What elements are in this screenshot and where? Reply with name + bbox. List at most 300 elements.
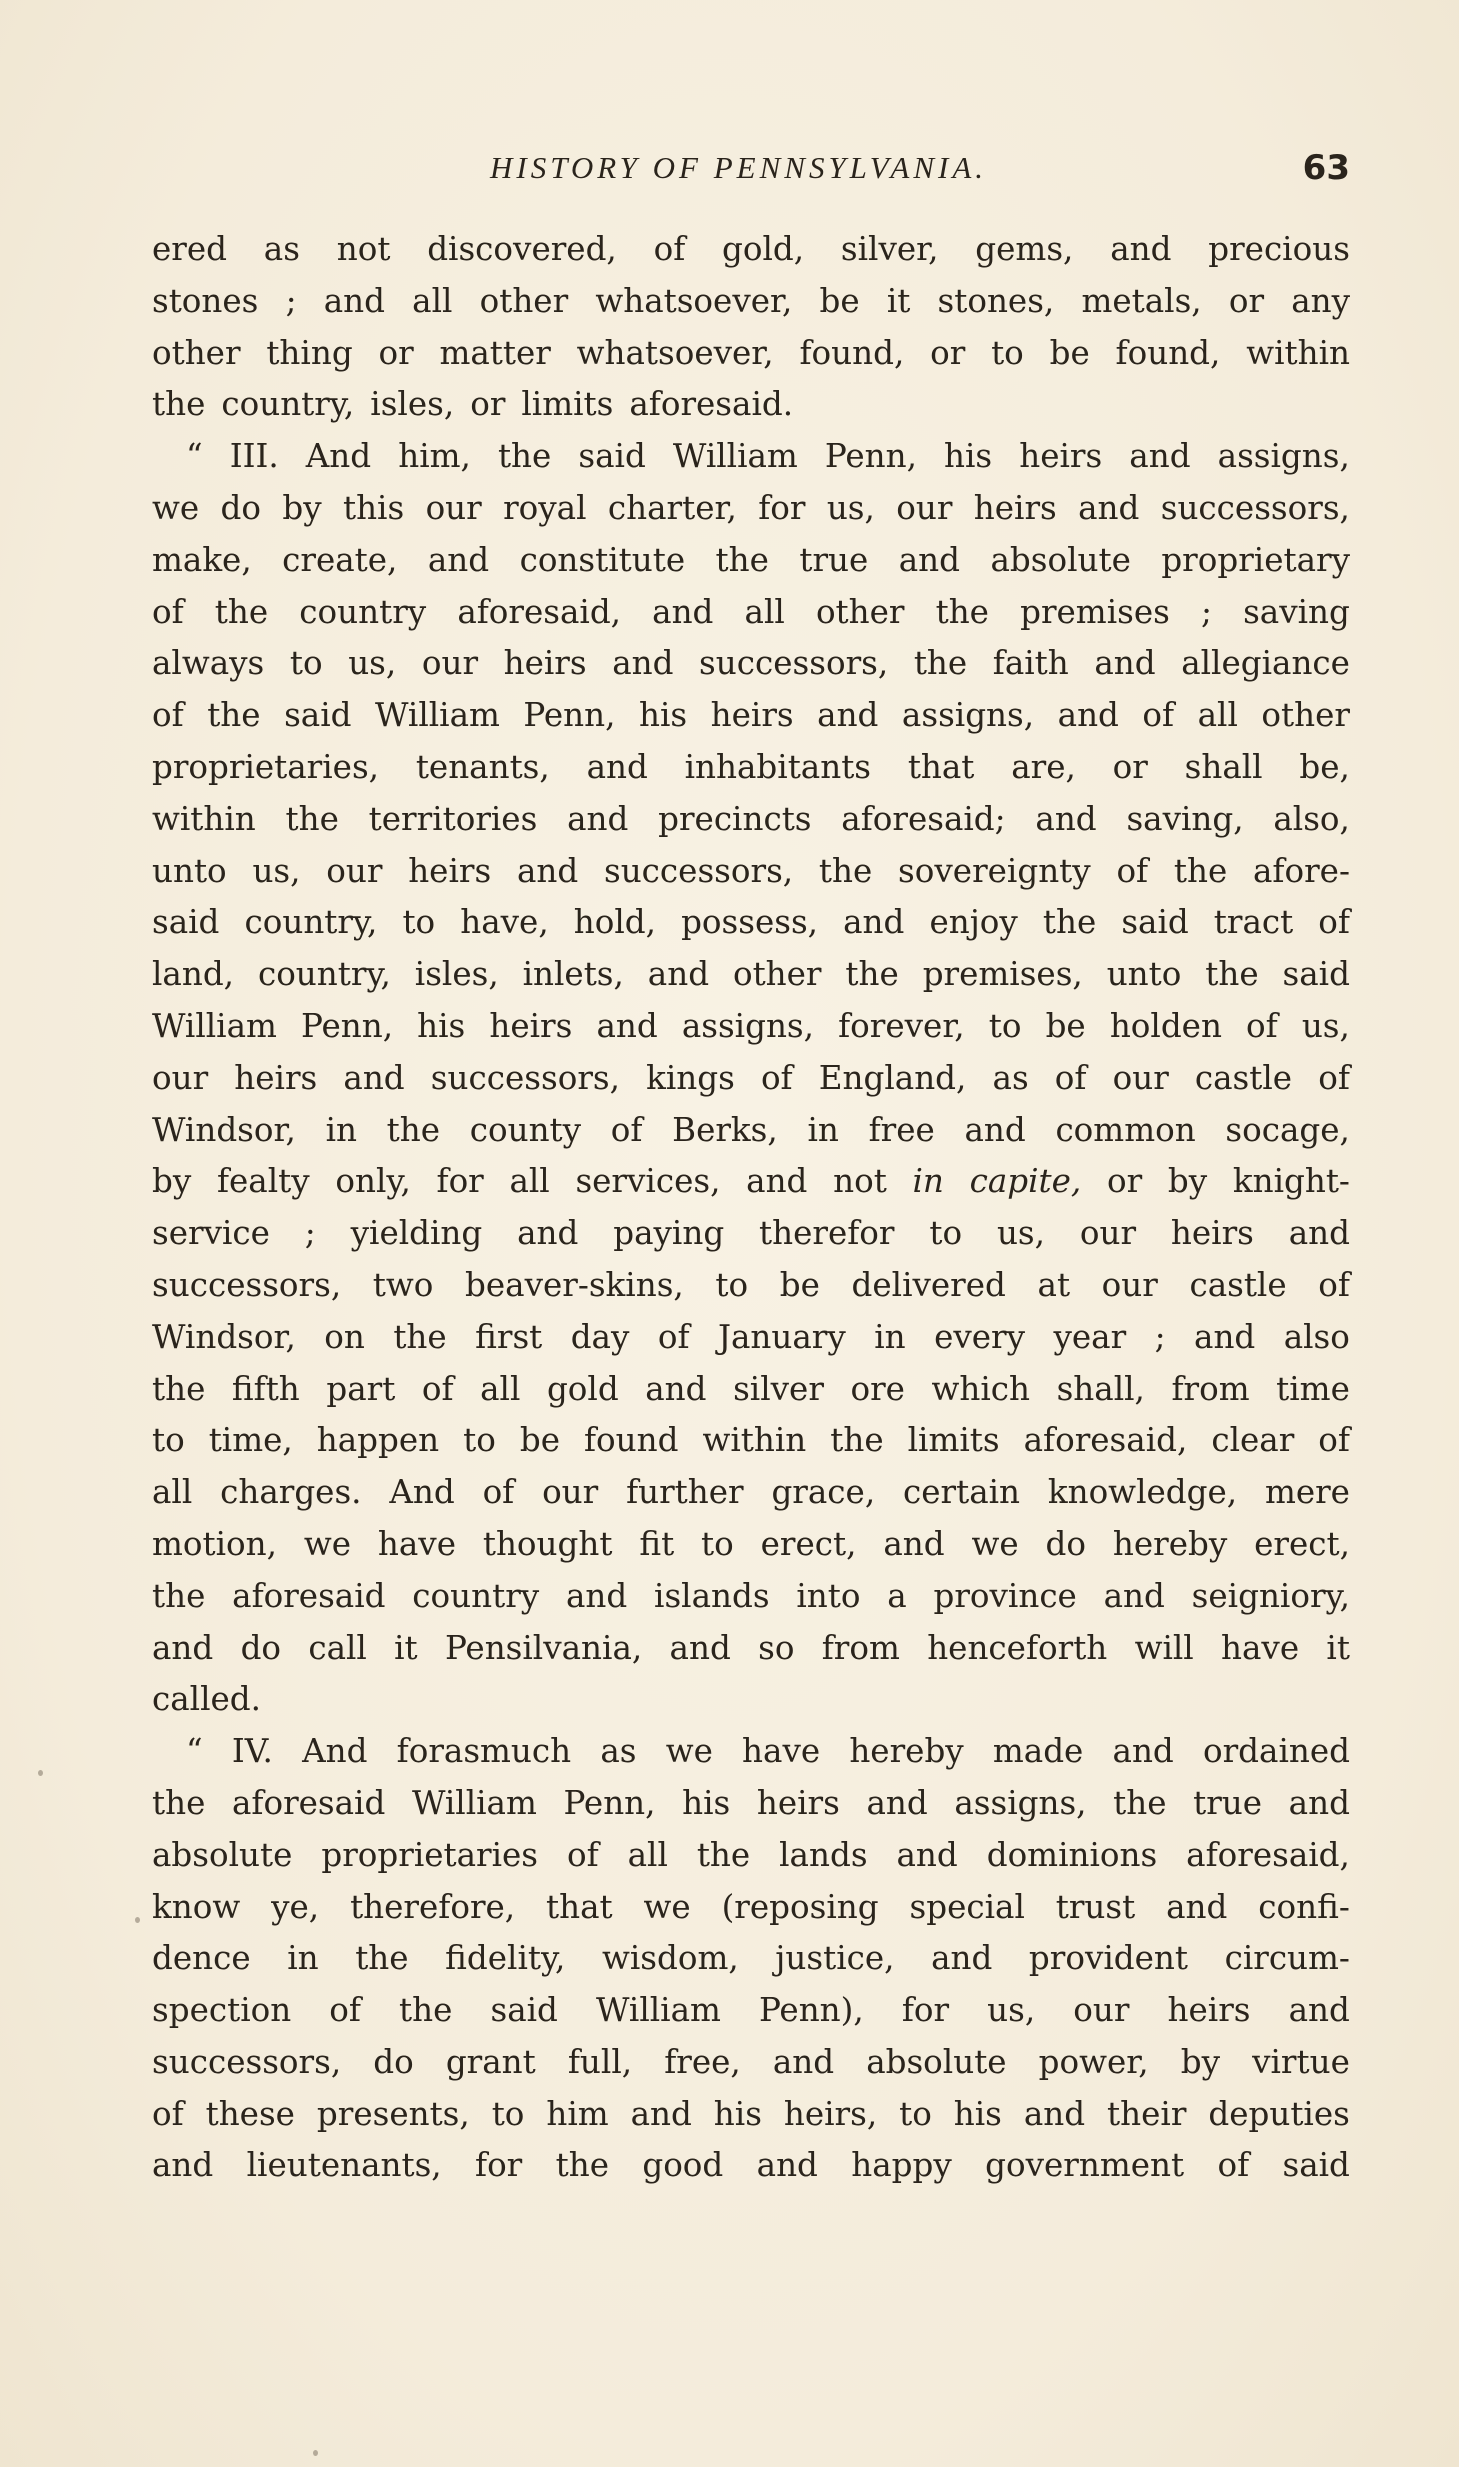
word: do bbox=[220, 488, 261, 527]
text-line bbox=[152, 638, 1350, 690]
text-line bbox=[152, 587, 1350, 639]
word: called. bbox=[152, 1680, 261, 1719]
word: and bbox=[567, 799, 629, 838]
word: or bbox=[930, 333, 966, 372]
word: inlets, bbox=[522, 955, 624, 994]
word: the bbox=[1113, 1783, 1167, 1822]
word: proprietaries bbox=[321, 1835, 539, 1874]
word: saving, bbox=[1126, 799, 1244, 838]
word: of bbox=[421, 1369, 454, 1408]
word: Penn), bbox=[758, 1991, 864, 2030]
word: him, bbox=[398, 437, 471, 476]
word: “ bbox=[186, 437, 203, 476]
word: of bbox=[1142, 696, 1175, 735]
word: discovered, bbox=[427, 230, 617, 268]
word: further bbox=[626, 1473, 744, 1512]
word: of bbox=[482, 1473, 515, 1512]
word: or bbox=[470, 385, 506, 424]
word: be bbox=[519, 1421, 560, 1460]
word: “ bbox=[186, 1732, 203, 1771]
word: the bbox=[152, 1576, 206, 1615]
word: create, bbox=[282, 540, 398, 579]
word: holden bbox=[1109, 1006, 1222, 1045]
word: on bbox=[324, 1317, 365, 1356]
word: gold bbox=[546, 1369, 619, 1408]
word: the bbox=[152, 385, 206, 424]
word: to bbox=[701, 1524, 734, 1563]
word: heirs bbox=[503, 644, 587, 683]
word: precious bbox=[1208, 230, 1350, 268]
text-line bbox=[152, 2140, 1350, 2192]
word: aforesaid bbox=[231, 1783, 386, 1822]
word: Windsor, bbox=[152, 1317, 296, 1356]
word: absolute bbox=[990, 540, 1131, 579]
word: day bbox=[570, 1317, 630, 1356]
word: precincts bbox=[658, 799, 812, 838]
word: absolute bbox=[866, 2042, 1007, 2081]
word: which bbox=[931, 1369, 1031, 1408]
word: socage, bbox=[1225, 1110, 1350, 1149]
word: to bbox=[899, 2094, 932, 2133]
word: any bbox=[1291, 281, 1350, 320]
text-line bbox=[152, 1415, 1350, 1467]
word: ; bbox=[285, 281, 297, 320]
word: and bbox=[817, 696, 879, 735]
word: other bbox=[732, 955, 822, 994]
text-line bbox=[152, 1467, 1350, 1519]
word: silver, bbox=[840, 230, 939, 268]
word: and bbox=[1035, 799, 1097, 838]
word: are, bbox=[1011, 747, 1076, 786]
text-line bbox=[152, 1778, 1350, 1830]
word: William bbox=[152, 1006, 277, 1045]
word: our bbox=[1101, 1265, 1158, 1304]
word: charter, bbox=[607, 488, 737, 527]
word: of bbox=[1318, 1265, 1350, 1304]
word: whatsoever, bbox=[595, 281, 793, 320]
word: and bbox=[645, 1369, 707, 1408]
word: and bbox=[517, 1214, 579, 1253]
word: And bbox=[389, 1473, 455, 1512]
word: aforesaid, bbox=[1023, 1421, 1188, 1460]
text-line bbox=[152, 328, 1350, 380]
word: whatsoever, bbox=[576, 333, 774, 372]
text-line bbox=[152, 1156, 1350, 1208]
word: absolute bbox=[152, 1835, 293, 1874]
word: charges. bbox=[220, 1473, 362, 1512]
word: our bbox=[425, 488, 482, 527]
word: the bbox=[1205, 955, 1259, 994]
word: assigns, bbox=[681, 1006, 815, 1045]
word: us, bbox=[252, 851, 301, 890]
text-line bbox=[152, 1364, 1350, 1416]
word: and bbox=[652, 592, 714, 631]
word: our bbox=[421, 644, 479, 683]
word: of bbox=[329, 1991, 361, 2030]
word: have bbox=[742, 1732, 821, 1771]
word: we bbox=[303, 1524, 352, 1563]
word: heirs bbox=[1167, 1991, 1251, 2030]
word: erect, bbox=[1254, 1524, 1350, 1563]
word: other bbox=[1261, 696, 1350, 735]
word: and bbox=[756, 2146, 818, 2185]
word: ; bbox=[304, 1214, 316, 1253]
word: successors, bbox=[152, 1265, 342, 1304]
word: service bbox=[152, 1214, 270, 1253]
word: the bbox=[152, 1783, 206, 1822]
word: fidelity, bbox=[445, 1939, 566, 1978]
word: as bbox=[263, 230, 300, 268]
word: in bbox=[325, 1110, 357, 1149]
word: said bbox=[284, 696, 352, 735]
word: seigniory, bbox=[1191, 1576, 1350, 1615]
word: said bbox=[1282, 2146, 1350, 2185]
word: other bbox=[152, 333, 241, 372]
word: true bbox=[799, 540, 869, 579]
word: fealty bbox=[216, 1162, 310, 1201]
word: to bbox=[491, 2094, 525, 2133]
word: lands bbox=[779, 1835, 868, 1874]
word: land, bbox=[152, 955, 235, 994]
word: hold, bbox=[573, 903, 656, 942]
word: heirs bbox=[710, 696, 794, 735]
word: ; bbox=[1154, 1317, 1166, 1356]
word: found, bbox=[799, 333, 905, 372]
page-number: 63 bbox=[1302, 148, 1350, 188]
word: mere bbox=[1264, 1473, 1350, 1512]
word: therefor bbox=[759, 1214, 895, 1253]
word: it bbox=[1326, 1628, 1350, 1667]
word: and bbox=[630, 2094, 692, 2133]
word: our bbox=[1079, 1214, 1137, 1253]
word: heirs, bbox=[783, 2094, 878, 2133]
word: first bbox=[475, 1317, 543, 1356]
word: to bbox=[715, 1265, 749, 1304]
word: ore bbox=[850, 1369, 905, 1408]
text-line bbox=[152, 1674, 1350, 1726]
word: a bbox=[887, 1576, 907, 1615]
word: all bbox=[744, 592, 785, 631]
word: and bbox=[1103, 1576, 1165, 1615]
word: trust bbox=[1055, 1887, 1136, 1926]
word: have, bbox=[460, 903, 549, 942]
text-line bbox=[152, 483, 1350, 535]
word: knight- bbox=[1232, 1162, 1350, 1201]
word: within bbox=[152, 799, 256, 838]
word: William bbox=[375, 696, 500, 735]
word: all bbox=[412, 281, 453, 320]
word: yielding bbox=[350, 1214, 483, 1253]
word: presents, bbox=[316, 2094, 470, 2133]
text-line bbox=[152, 1312, 1350, 1364]
word: William bbox=[672, 437, 798, 476]
word: to bbox=[929, 1214, 963, 1253]
word: to bbox=[991, 333, 1024, 372]
word: successors, bbox=[603, 851, 794, 890]
word: the bbox=[355, 1939, 409, 1978]
word: January bbox=[717, 1317, 846, 1356]
word: justice, bbox=[775, 1939, 895, 1978]
word: county bbox=[469, 1110, 582, 1149]
word: (reposing bbox=[721, 1887, 879, 1926]
word: to bbox=[402, 903, 436, 942]
word: and bbox=[1057, 696, 1119, 735]
word: our bbox=[1112, 1058, 1169, 1097]
word: wisdom, bbox=[601, 1939, 739, 1978]
word: the bbox=[1042, 903, 1097, 942]
word: shall, bbox=[1056, 1369, 1145, 1408]
word: all bbox=[1197, 696, 1238, 735]
running-title: HISTORY OF PENNSYLVANIA. bbox=[490, 150, 988, 185]
word: or bbox=[378, 333, 414, 372]
word: castle bbox=[1194, 1058, 1293, 1097]
word: be, bbox=[1299, 747, 1350, 786]
word: heirs bbox=[1019, 437, 1103, 476]
word: at bbox=[1037, 1265, 1071, 1304]
word: all bbox=[627, 1835, 668, 1874]
word: aforesaid bbox=[232, 1576, 386, 1615]
margin-dot bbox=[38, 1770, 43, 1776]
word: him bbox=[546, 2094, 609, 2133]
word: and bbox=[343, 1058, 405, 1097]
word: Penn, bbox=[523, 696, 616, 735]
word: and bbox=[896, 1835, 958, 1874]
text-line bbox=[152, 535, 1350, 587]
text-line bbox=[152, 1726, 1350, 1778]
word: our bbox=[896, 488, 953, 527]
word: as bbox=[600, 1732, 637, 1771]
word: henceforth bbox=[927, 1628, 1108, 1667]
word: thing bbox=[266, 333, 353, 372]
word: this bbox=[342, 488, 405, 527]
word: to bbox=[289, 644, 323, 683]
word: the bbox=[696, 1835, 751, 1874]
word: paying bbox=[613, 1214, 725, 1253]
word: of bbox=[1318, 1058, 1350, 1097]
word: will bbox=[1134, 1628, 1194, 1667]
word: us, bbox=[987, 1991, 1036, 2030]
word: and bbox=[964, 1110, 1026, 1149]
word: in bbox=[807, 1110, 839, 1149]
word: of bbox=[1318, 1421, 1350, 1460]
text-line bbox=[152, 1933, 1350, 1985]
word: and bbox=[1288, 1214, 1350, 1253]
word: all bbox=[152, 1473, 193, 1512]
text-line bbox=[152, 1105, 1350, 1157]
word: power, bbox=[1038, 2042, 1149, 2081]
word: have bbox=[377, 1524, 456, 1563]
word: found bbox=[584, 1421, 679, 1460]
word: and bbox=[772, 2042, 835, 2081]
text-line bbox=[152, 742, 1350, 794]
word: of bbox=[1116, 851, 1149, 890]
word: and bbox=[746, 1162, 808, 1201]
word: premises bbox=[1020, 592, 1170, 631]
word: grace, bbox=[771, 1473, 876, 1512]
word: country bbox=[299, 592, 427, 631]
word: confi- bbox=[1258, 1887, 1350, 1926]
word: and bbox=[1094, 644, 1156, 683]
word: said bbox=[1282, 955, 1350, 994]
word: be bbox=[1045, 1006, 1086, 1045]
word: for bbox=[758, 488, 806, 527]
word: Penn, bbox=[824, 437, 917, 476]
word: and bbox=[1023, 2094, 1086, 2133]
word: saving bbox=[1243, 592, 1350, 631]
word: only, bbox=[335, 1162, 411, 1201]
word: fit bbox=[639, 1524, 675, 1563]
word: England, bbox=[818, 1058, 967, 1097]
text-line bbox=[152, 1208, 1350, 1260]
word: do bbox=[1045, 1524, 1086, 1563]
word: certain bbox=[903, 1473, 1021, 1512]
word: our bbox=[152, 1058, 209, 1097]
word: the bbox=[285, 799, 339, 838]
word: islands bbox=[654, 1576, 770, 1615]
word: of bbox=[760, 1058, 793, 1097]
text-line bbox=[152, 2089, 1350, 2141]
word: constitute bbox=[519, 540, 686, 579]
word: the bbox=[399, 1991, 453, 2030]
word: it bbox=[394, 1628, 418, 1667]
word: for bbox=[436, 1162, 484, 1201]
word: assigns, bbox=[1217, 437, 1350, 476]
word: Penn, bbox=[563, 1783, 656, 1822]
word: the bbox=[207, 696, 261, 735]
word: found, bbox=[1115, 333, 1221, 372]
word: of bbox=[653, 230, 686, 268]
word: and bbox=[931, 1939, 993, 1978]
word: William bbox=[411, 1783, 537, 1822]
word: dence bbox=[152, 1939, 251, 1978]
word: and bbox=[1166, 1887, 1228, 1926]
text-line bbox=[152, 690, 1350, 742]
word: all bbox=[509, 1162, 550, 1201]
word: of bbox=[152, 696, 184, 735]
word: full, bbox=[567, 2042, 633, 2081]
word: the bbox=[913, 644, 968, 683]
text-line bbox=[152, 1985, 1350, 2037]
word: good bbox=[642, 2146, 724, 2185]
word: that bbox=[546, 1887, 613, 1926]
word: of bbox=[152, 2094, 184, 2133]
text-line bbox=[152, 1571, 1350, 1623]
word: and bbox=[427, 540, 490, 579]
word: ordained bbox=[1202, 1732, 1350, 1771]
word: that bbox=[907, 747, 975, 786]
word: possess, bbox=[681, 903, 819, 942]
word: kings bbox=[646, 1058, 735, 1097]
word: in bbox=[287, 1939, 319, 1978]
word: from bbox=[1171, 1369, 1250, 1408]
word: capite, bbox=[969, 1162, 1082, 1201]
text-line bbox=[152, 1882, 1350, 1934]
word: fifth bbox=[231, 1369, 300, 1408]
word: his bbox=[953, 2094, 1002, 2133]
word: our bbox=[1073, 1991, 1130, 2030]
word: aforesaid; bbox=[841, 799, 1006, 838]
word: free, bbox=[664, 2042, 741, 2081]
word: and bbox=[1288, 1783, 1350, 1822]
word: aforesaid, bbox=[457, 592, 622, 631]
word: the bbox=[1173, 851, 1228, 890]
word: of bbox=[657, 1317, 690, 1356]
word: special bbox=[909, 1887, 1025, 1926]
word: or bbox=[1112, 747, 1148, 786]
word: said bbox=[1121, 903, 1189, 942]
word: to bbox=[463, 1421, 496, 1460]
word: the bbox=[214, 592, 269, 631]
word: country bbox=[412, 1576, 540, 1615]
word: of bbox=[1217, 2146, 1250, 2185]
word: or bbox=[1228, 281, 1265, 320]
text-line bbox=[152, 224, 1350, 276]
margin-dot bbox=[135, 1917, 140, 1923]
word: also bbox=[1283, 1317, 1350, 1356]
word: time bbox=[1276, 1369, 1350, 1408]
word: circum- bbox=[1224, 1939, 1350, 1978]
word: make, bbox=[152, 540, 252, 579]
word: premises, bbox=[922, 955, 1083, 994]
word: in bbox=[874, 1317, 906, 1356]
word: proprietaries, bbox=[152, 747, 380, 786]
word: deputies bbox=[1208, 2094, 1350, 2133]
word: successors, bbox=[152, 2042, 342, 2081]
word: we bbox=[971, 1524, 1019, 1563]
word: stones bbox=[152, 281, 259, 320]
word: ye, bbox=[271, 1887, 320, 1926]
word: for bbox=[901, 1991, 950, 2030]
word: by bbox=[1180, 2042, 1221, 2081]
word: ered bbox=[152, 230, 227, 268]
word: assigns, bbox=[954, 1783, 1087, 1822]
word: heirs bbox=[408, 851, 492, 890]
word: common bbox=[1055, 1110, 1196, 1149]
word: for bbox=[475, 2146, 523, 2185]
word: and bbox=[866, 1783, 928, 1822]
word: and bbox=[647, 955, 710, 994]
word: therefore, bbox=[350, 1887, 516, 1926]
word: by bbox=[282, 488, 322, 527]
text-line bbox=[152, 949, 1350, 1001]
word: William bbox=[595, 1991, 721, 2030]
word: not bbox=[833, 1162, 887, 1201]
text-line bbox=[152, 1260, 1350, 1312]
word: and bbox=[596, 1006, 658, 1045]
word: our bbox=[326, 851, 383, 890]
word: it bbox=[886, 281, 911, 320]
word: heirs bbox=[489, 1006, 573, 1045]
word: and bbox=[669, 1628, 731, 1667]
word: gold, bbox=[722, 230, 805, 268]
word: Penn, bbox=[301, 1006, 394, 1045]
word: said bbox=[578, 437, 646, 476]
word: successors, bbox=[430, 1058, 620, 1097]
word: us, bbox=[996, 1214, 1045, 1253]
text-line bbox=[152, 897, 1350, 949]
word: of bbox=[1318, 903, 1350, 942]
word: assigns, bbox=[901, 696, 1035, 735]
word: country, bbox=[257, 955, 391, 994]
word: to bbox=[988, 1006, 1022, 1045]
word: dominions bbox=[986, 1835, 1158, 1874]
word: year bbox=[1053, 1317, 1127, 1356]
text-line bbox=[152, 2037, 1350, 2089]
word: spection bbox=[152, 1991, 292, 2030]
word: and bbox=[565, 1576, 628, 1615]
word: faith bbox=[992, 644, 1069, 683]
word: and bbox=[883, 1524, 945, 1563]
